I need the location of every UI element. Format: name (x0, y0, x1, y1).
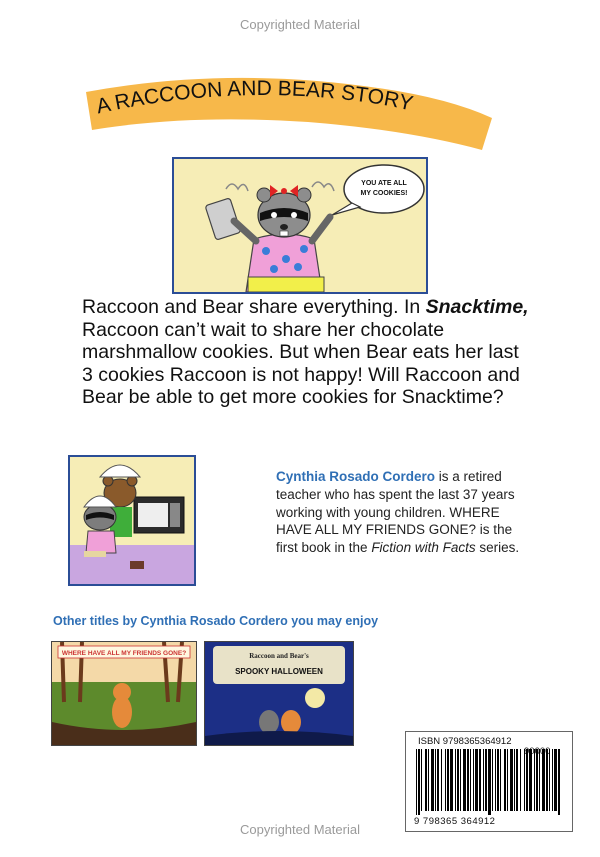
blurb-book-title: Snacktime, (425, 296, 529, 318)
barcode-bar (500, 749, 501, 811)
author-bio-text: is a retired teacher who has spent the last 37 years working with young children. WHERE HAVE ALL MY FRIENDS GONE? is the first book in the (276, 469, 515, 556)
barcode-digits: 9 798365 364912 (414, 816, 496, 827)
barcode-bar (529, 749, 532, 811)
book-cover-thumbnail-2 (204, 641, 354, 746)
kitchen-illustration (70, 457, 194, 584)
barcode-bar (504, 749, 506, 811)
barcode-bar (479, 749, 481, 811)
barcode-bar (473, 749, 474, 811)
isbn-label: ISBN 9798365364912 (418, 736, 512, 747)
series-name: Fiction with Facts (371, 540, 476, 556)
barcode-bar (447, 749, 449, 811)
top-illustration (172, 157, 428, 294)
copyright-watermark-bottom: Copyrighted Material (240, 822, 360, 837)
barcode-bar (475, 749, 478, 811)
author-bio (276, 468, 536, 557)
barcode-bar (510, 749, 513, 811)
raccoon-illustration (174, 159, 426, 292)
barcode-bar (428, 749, 429, 811)
barcode-bar (416, 749, 417, 815)
book-cover-thumbnail-1 (51, 641, 197, 746)
barcode-bar (431, 749, 434, 811)
author-illustration (68, 455, 196, 586)
barcode-bars (414, 749, 564, 815)
speech-bubble-line2: MY COOKIES! (360, 190, 408, 197)
blurb-intro: Raccoon and Bear share everything. In (82, 296, 426, 318)
barcode-bar (534, 749, 535, 811)
barcode-bar (463, 749, 466, 811)
barcode-bar (539, 749, 540, 811)
barcode-bar (450, 749, 453, 811)
barcode-bar (536, 749, 538, 811)
barcode-bar (445, 749, 446, 811)
author-bio-end: series. (475, 540, 520, 556)
barcode-bar (435, 749, 436, 811)
barcode-bar (418, 749, 420, 815)
barcode-bar (457, 749, 459, 811)
barcode-bar (552, 749, 553, 811)
barcode-bar (455, 749, 456, 811)
barcode-bar (526, 749, 528, 811)
barcode-bar (520, 749, 521, 811)
banner-title-text: A RACCOON AND BEAR STORY (94, 77, 416, 119)
author-name: Cynthia Rosado Cordero (276, 469, 436, 484)
barcode-bar (421, 749, 422, 811)
barcode-bar (467, 749, 469, 811)
banner-shape (78, 70, 508, 160)
barcode-bar (425, 749, 427, 811)
isbn-barcode (405, 731, 573, 832)
barcode-bar (460, 749, 461, 811)
barcode-bar (488, 749, 491, 815)
barcode-bar (507, 749, 508, 811)
barcode-bar (492, 749, 493, 811)
barcode-bar (549, 749, 550, 811)
book-2-title-line2: SPOOKY HALLOWEEN (235, 667, 323, 676)
speech-bubble-line1: YOU ATE ALL (361, 180, 407, 187)
book-2-title-line1: Raccoon and Bear's (249, 652, 309, 660)
barcode-bar (441, 749, 442, 811)
barcode-bar (470, 749, 471, 811)
barcode-bar (524, 749, 525, 811)
barcode-bar (516, 749, 518, 811)
barcode-bar (546, 749, 548, 811)
other-titles-heading: Other titles by Cynthia Rosado Cordero you may enjoy (53, 614, 379, 628)
book-1-title: WHERE HAVE ALL MY FRIENDS GONE? (61, 650, 187, 657)
barcode-bar (558, 749, 560, 815)
barcode-bar (542, 749, 545, 811)
copyright-watermark-top: Copyrighted Material (240, 17, 360, 32)
book-blurb (82, 296, 532, 409)
barcode-bar (497, 749, 499, 811)
blurb-body: Raccoon can’t wait to share her chocolate marshmallow cookies. But when Bear eats her last 3 cookies Raccoon is not happy! Will Raccoon and Bear be able to get more cookies for Snacktime? (82, 318, 520, 408)
title-banner (78, 70, 508, 160)
barcode-bar (495, 749, 496, 811)
barcode-bar (554, 749, 557, 811)
barcode-bar (437, 749, 439, 811)
barcode-bar (514, 749, 515, 811)
barcode-bar (483, 749, 484, 811)
barcode-bar (485, 749, 487, 811)
